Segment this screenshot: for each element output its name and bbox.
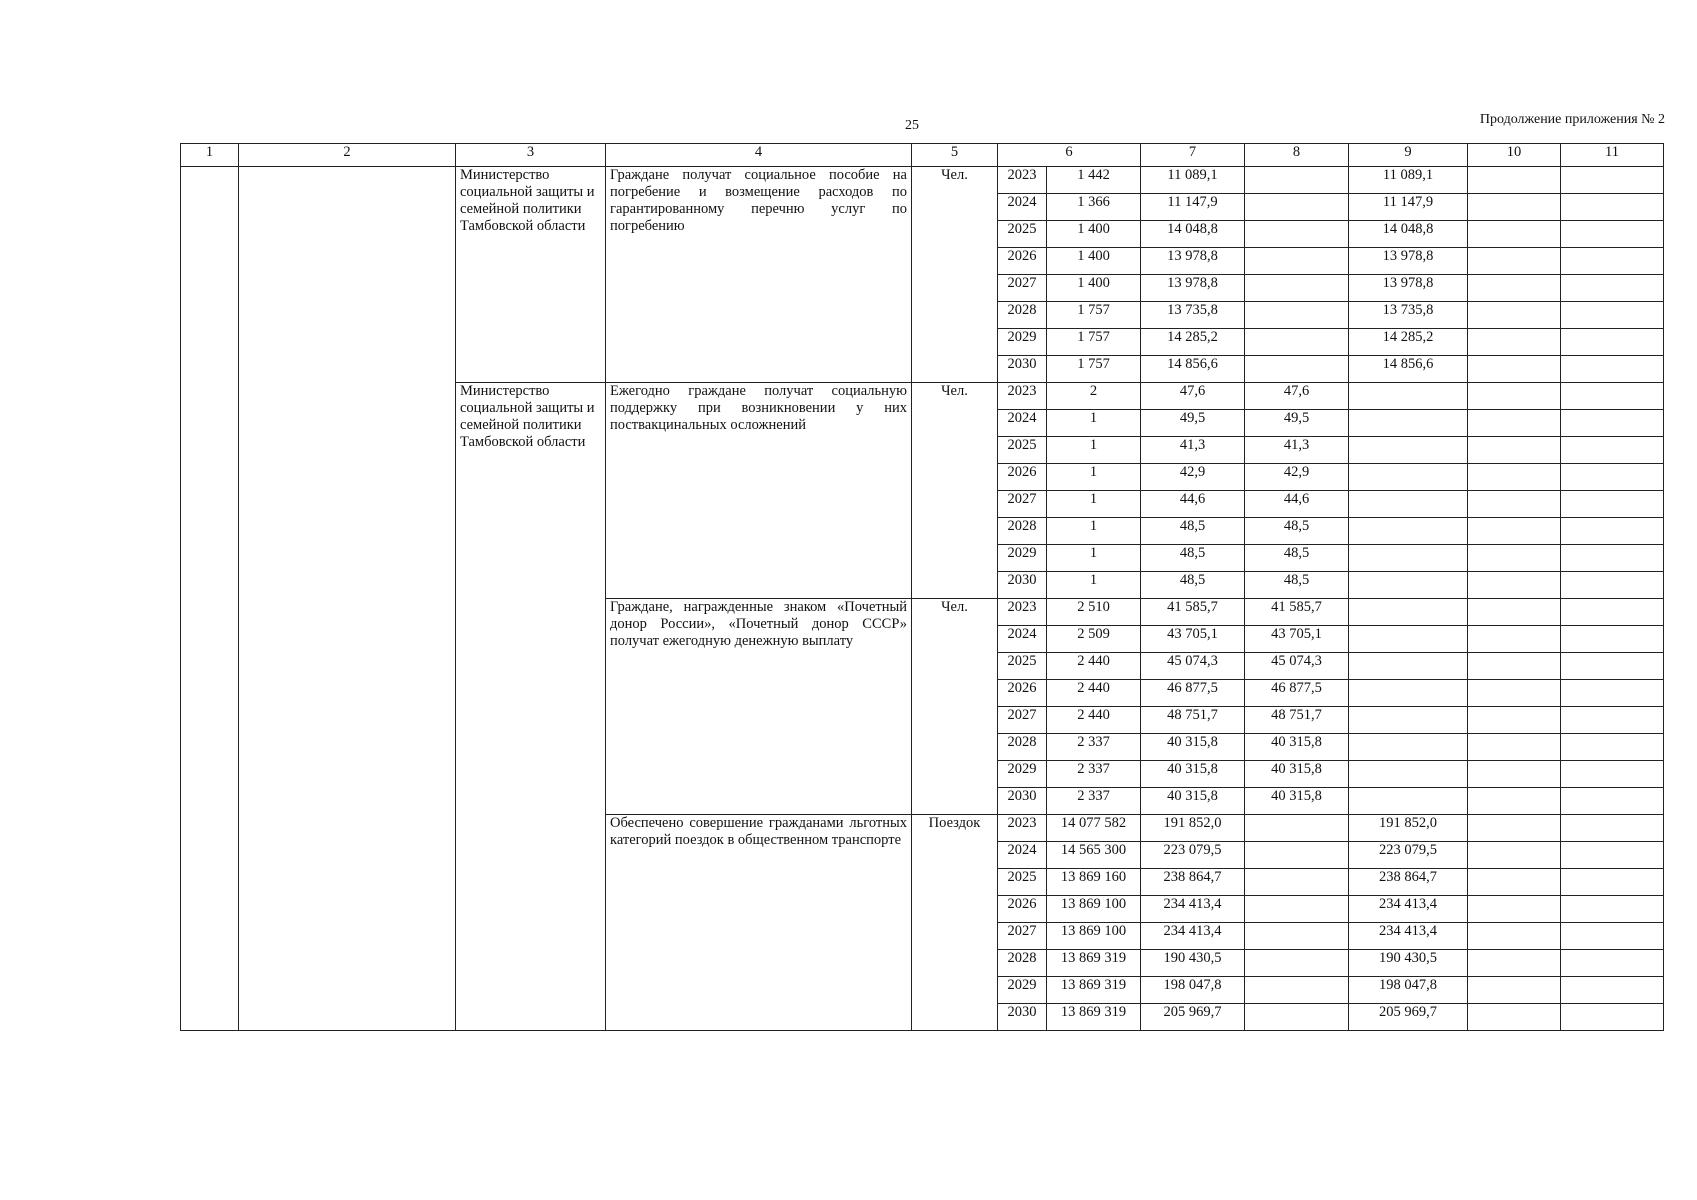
column-number-row [181,144,1664,167]
year-cell: 2023 [998,815,1047,842]
year-cell: 2024 [998,626,1047,653]
total-cell: 48,5 [1141,518,1245,545]
federal-budget-cell [1349,599,1468,626]
total-cell: 49,5 [1141,410,1245,437]
quantity-cell: 1 [1047,491,1141,518]
year-cell: 2027 [998,275,1047,302]
col11-cell [1561,950,1664,977]
regional-budget-cell [1245,302,1349,329]
federal-budget-cell [1349,734,1468,761]
total-cell: 11 147,9 [1141,194,1245,221]
col-header: 6 [998,144,1141,167]
quantity-cell: 13 869 100 [1047,896,1141,923]
col10-cell [1468,518,1561,545]
year-cell: 2026 [998,248,1047,275]
col-header: 7 [1141,144,1245,167]
total-cell: 41,3 [1141,437,1245,464]
regional-budget-cell: 40 315,8 [1245,761,1349,788]
year-cell: 2030 [998,356,1047,383]
col11-cell [1561,707,1664,734]
col10-cell [1468,167,1561,194]
unit-cell: Чел. [912,167,998,383]
federal-budget-cell [1349,572,1468,599]
regional-budget-cell: 47,6 [1245,383,1349,410]
quantity-cell: 1 400 [1047,248,1141,275]
federal-budget-cell: 191 852,0 [1349,815,1468,842]
federal-budget-cell: 14 285,2 [1349,329,1468,356]
regional-budget-cell: 41 585,7 [1245,599,1349,626]
regional-budget-cell [1245,275,1349,302]
total-cell: 14 856,6 [1141,356,1245,383]
col11-cell [1561,194,1664,221]
federal-budget-cell [1349,761,1468,788]
quantity-cell: 1 [1047,437,1141,464]
federal-budget-cell: 11 089,1 [1349,167,1468,194]
year-cell: 2026 [998,896,1047,923]
col10-cell [1468,248,1561,275]
regional-budget-cell [1245,923,1349,950]
total-cell: 14 285,2 [1141,329,1245,356]
total-cell: 205 969,7 [1141,1004,1245,1031]
measure-description: Граждане, награжденные знаком «Почетный донор России», «Почетный донор СССР» получат ежегодную денежную выплату [606,599,912,815]
quantity-cell: 13 869 319 [1047,950,1141,977]
unit-cell: Чел. [912,599,998,815]
total-cell: 43 705,1 [1141,626,1245,653]
col11-cell [1561,815,1664,842]
ministry-cell: Министерство социальной защиты и семейной политики Тамбовской области [456,167,606,383]
col-header: 2 [239,144,456,167]
col-header: 3 [456,144,606,167]
col11-cell [1561,896,1664,923]
federal-budget-cell [1349,626,1468,653]
year-cell: 2030 [998,572,1047,599]
col10-cell [1468,410,1561,437]
year-cell: 2029 [998,329,1047,356]
regional-budget-cell: 48,5 [1245,518,1349,545]
col11-cell [1561,977,1664,1004]
total-cell: 14 048,8 [1141,221,1245,248]
quantity-cell: 2 337 [1047,734,1141,761]
col11-cell [1561,356,1664,383]
col10-cell [1468,842,1561,869]
year-cell: 2024 [998,410,1047,437]
col11-cell [1561,221,1664,248]
year-cell: 2030 [998,1004,1047,1031]
federal-budget-cell: 13 735,8 [1349,302,1468,329]
federal-budget-cell: 13 978,8 [1349,248,1468,275]
regional-budget-cell: 40 315,8 [1245,734,1349,761]
federal-budget-cell: 190 430,5 [1349,950,1468,977]
col10-cell [1468,572,1561,599]
regional-budget-cell: 46 877,5 [1245,680,1349,707]
federal-budget-cell [1349,518,1468,545]
regional-budget-cell: 48,5 [1245,545,1349,572]
total-cell: 45 074,3 [1141,653,1245,680]
quantity-cell: 1 400 [1047,221,1141,248]
total-cell: 48,5 [1141,572,1245,599]
federal-budget-cell [1349,680,1468,707]
year-cell: 2023 [998,167,1047,194]
col-header: 11 [1561,144,1664,167]
col11-cell [1561,626,1664,653]
quantity-cell: 2 509 [1047,626,1141,653]
col10-cell [1468,329,1561,356]
col11-cell [1561,167,1664,194]
page-number: 25 [905,118,919,133]
measure-description: Граждане получат социальное пособие на погребение и возмещение расходов по гарантированному перечню услуг по погребению [606,167,912,383]
quantity-cell: 1 400 [1047,275,1141,302]
total-cell: 234 413,4 [1141,896,1245,923]
year-cell: 2028 [998,950,1047,977]
col11-cell [1561,545,1664,572]
federal-budget-cell [1349,788,1468,815]
quantity-cell: 1 366 [1047,194,1141,221]
col11-cell [1561,275,1664,302]
total-cell: 13 978,8 [1141,275,1245,302]
total-cell: 44,6 [1141,491,1245,518]
regional-budget-cell [1245,842,1349,869]
year-cell: 2023 [998,383,1047,410]
col11-cell [1561,302,1664,329]
col10-cell [1468,680,1561,707]
col11-cell [1561,464,1664,491]
regional-budget-cell [1245,329,1349,356]
regional-budget-cell: 49,5 [1245,410,1349,437]
measure-description: Обеспечено совершение гражданами льготных категорий поездок в общественном транспорте [606,815,912,1031]
col11-cell [1561,329,1664,356]
col11-cell [1561,842,1664,869]
col10-cell [1468,653,1561,680]
federal-budget-cell: 223 079,5 [1349,842,1468,869]
regional-budget-cell [1245,1004,1349,1031]
federal-budget-cell [1349,410,1468,437]
col-header: 4 [606,144,912,167]
col10-cell [1468,761,1561,788]
total-cell: 40 315,8 [1141,734,1245,761]
col11-cell [1561,653,1664,680]
quantity-cell: 2 337 [1047,788,1141,815]
col10-cell [1468,923,1561,950]
quantity-cell: 14 565 300 [1047,842,1141,869]
col10-cell [1468,302,1561,329]
quantity-cell: 2 510 [1047,599,1141,626]
total-cell: 47,6 [1141,383,1245,410]
col2-cell [239,167,456,1031]
col10-cell [1468,221,1561,248]
col10-cell [1468,734,1561,761]
col10-cell [1468,383,1561,410]
col10-cell [1468,437,1561,464]
regional-budget-cell [1245,248,1349,275]
regional-budget-cell [1245,815,1349,842]
continuation-note: Продолжение приложения № 2 [1479,112,1665,127]
total-cell: 198 047,8 [1141,977,1245,1004]
year-cell: 2028 [998,734,1047,761]
col11-cell [1561,437,1664,464]
unit-cell: Чел. [912,383,998,599]
quantity-cell: 13 869 100 [1047,923,1141,950]
year-cell: 2028 [998,302,1047,329]
federal-budget-cell: 234 413,4 [1349,896,1468,923]
year-cell: 2027 [998,707,1047,734]
total-cell: 48,5 [1141,545,1245,572]
quantity-cell: 1 [1047,572,1141,599]
col11-cell [1561,788,1664,815]
regional-budget-cell: 44,6 [1245,491,1349,518]
federal-budget-cell [1349,545,1468,572]
year-cell: 2029 [998,977,1047,1004]
table-row [181,167,1664,194]
quantity-cell: 2 440 [1047,707,1141,734]
col11-cell [1561,869,1664,896]
quantity-cell: 2 440 [1047,680,1141,707]
year-cell: 2026 [998,464,1047,491]
year-cell: 2027 [998,923,1047,950]
col-header: 5 [912,144,998,167]
quantity-cell: 2 [1047,383,1141,410]
federal-budget-cell: 14 048,8 [1349,221,1468,248]
federal-budget-cell: 13 978,8 [1349,275,1468,302]
federal-budget-cell [1349,491,1468,518]
regional-budget-cell [1245,869,1349,896]
col11-cell [1561,491,1664,518]
col10-cell [1468,626,1561,653]
quantity-cell: 1 [1047,410,1141,437]
quantity-cell: 1 442 [1047,167,1141,194]
regional-budget-cell: 43 705,1 [1245,626,1349,653]
quantity-cell: 1 757 [1047,356,1141,383]
regional-budget-cell: 48 751,7 [1245,707,1349,734]
federal-budget-cell [1349,464,1468,491]
year-cell: 2026 [998,680,1047,707]
quantity-cell: 14 077 582 [1047,815,1141,842]
col10-cell [1468,815,1561,842]
quantity-cell: 1 757 [1047,302,1141,329]
col10-cell [1468,194,1561,221]
federal-budget-cell [1349,653,1468,680]
total-cell: 223 079,5 [1141,842,1245,869]
quantity-cell: 1 757 [1047,329,1141,356]
year-cell: 2030 [998,788,1047,815]
col-header: 8 [1245,144,1349,167]
col11-cell [1561,410,1664,437]
year-cell: 2027 [998,491,1047,518]
regional-budget-cell [1245,221,1349,248]
quantity-cell: 1 [1047,545,1141,572]
col10-cell [1468,977,1561,1004]
quantity-cell: 13 869 319 [1047,1004,1141,1031]
col1-cell [181,167,239,1031]
federal-budget-cell [1349,383,1468,410]
col10-cell [1468,545,1561,572]
federal-budget-cell: 11 147,9 [1349,194,1468,221]
total-cell: 191 852,0 [1141,815,1245,842]
total-cell: 13 978,8 [1141,248,1245,275]
regional-budget-cell [1245,194,1349,221]
quantity-cell: 13 869 160 [1047,869,1141,896]
total-cell: 13 735,8 [1141,302,1245,329]
year-cell: 2029 [998,761,1047,788]
total-cell: 42,9 [1141,464,1245,491]
quantity-cell: 2 337 [1047,761,1141,788]
federal-budget-cell: 205 969,7 [1349,1004,1468,1031]
regional-budget-cell: 45 074,3 [1245,653,1349,680]
col11-cell [1561,572,1664,599]
regional-budget-cell [1245,356,1349,383]
col10-cell [1468,599,1561,626]
federal-budget-cell: 238 864,7 [1349,869,1468,896]
year-cell: 2024 [998,194,1047,221]
col11-cell [1561,599,1664,626]
col11-cell [1561,761,1664,788]
col10-cell [1468,950,1561,977]
federal-budget-cell: 14 856,6 [1349,356,1468,383]
year-cell: 2025 [998,653,1047,680]
regional-budget-cell: 40 315,8 [1245,788,1349,815]
total-cell: 46 877,5 [1141,680,1245,707]
total-cell: 40 315,8 [1141,761,1245,788]
federal-budget-cell: 234 413,4 [1349,923,1468,950]
quantity-cell: 2 440 [1047,653,1141,680]
col-header: 1 [181,144,239,167]
total-cell: 41 585,7 [1141,599,1245,626]
col11-cell [1561,1004,1664,1031]
col10-cell [1468,869,1561,896]
col11-cell [1561,248,1664,275]
unit-cell: Поездок [912,815,998,1031]
year-cell: 2024 [998,842,1047,869]
measure-description: Ежегодно граждане получат социальную поддержку при возникновении у них поствакцинальных осложнений [606,383,912,599]
appendix-table [180,143,1664,1031]
ministry-cell: Министерство социальной защиты и семейной политики Тамбовской области [456,383,606,1031]
col10-cell [1468,464,1561,491]
col11-cell [1561,518,1664,545]
col10-cell [1468,491,1561,518]
table-body [181,167,1664,1031]
year-cell: 2025 [998,437,1047,464]
col11-cell [1561,734,1664,761]
quantity-cell: 1 [1047,464,1141,491]
federal-budget-cell [1349,437,1468,464]
total-cell: 48 751,7 [1141,707,1245,734]
total-cell: 238 864,7 [1141,869,1245,896]
col10-cell [1468,707,1561,734]
year-cell: 2029 [998,545,1047,572]
regional-budget-cell: 48,5 [1245,572,1349,599]
col10-cell [1468,275,1561,302]
total-cell: 190 430,5 [1141,950,1245,977]
total-cell: 234 413,4 [1141,923,1245,950]
col-header: 10 [1468,144,1561,167]
regional-budget-cell [1245,896,1349,923]
quantity-cell: 1 [1047,518,1141,545]
col10-cell [1468,896,1561,923]
federal-budget-cell: 198 047,8 [1349,977,1468,1004]
year-cell: 2023 [998,599,1047,626]
col11-cell [1561,383,1664,410]
col10-cell [1468,1004,1561,1031]
col-header: 9 [1349,144,1468,167]
total-cell: 11 089,1 [1141,167,1245,194]
federal-budget-cell [1349,707,1468,734]
regional-budget-cell [1245,167,1349,194]
year-cell: 2028 [998,518,1047,545]
regional-budget-cell [1245,977,1349,1004]
total-cell: 40 315,8 [1141,788,1245,815]
regional-budget-cell [1245,950,1349,977]
col10-cell [1468,356,1561,383]
col10-cell [1468,788,1561,815]
year-cell: 2025 [998,869,1047,896]
year-cell: 2025 [998,221,1047,248]
col11-cell [1561,680,1664,707]
regional-budget-cell: 41,3 [1245,437,1349,464]
col11-cell [1561,923,1664,950]
regional-budget-cell: 42,9 [1245,464,1349,491]
quantity-cell: 13 869 319 [1047,977,1141,1004]
